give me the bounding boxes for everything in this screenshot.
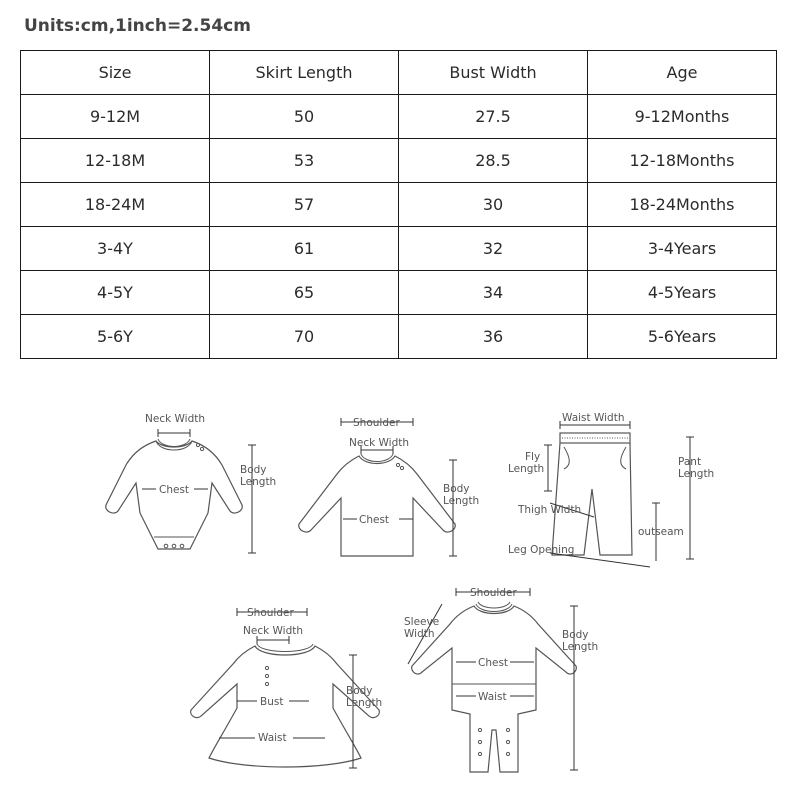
body-length-label-2: Length: [240, 476, 277, 488]
cell-bust-width: 30: [399, 183, 588, 227]
header-size: Size: [21, 51, 210, 95]
shoulder-label: Shoulder: [470, 587, 517, 599]
waist-label: Waist: [478, 691, 507, 703]
bust-label: Bust: [260, 696, 284, 708]
cell-size: 5-6Y: [21, 315, 210, 359]
header-skirt-length: Skirt Length: [210, 51, 399, 95]
cell-size: 3-4Y: [21, 227, 210, 271]
cell-skirt-length: 65: [210, 271, 399, 315]
cell-bust-width: 32: [399, 227, 588, 271]
cell-bust-width: 27.5: [399, 95, 588, 139]
header-age: Age: [588, 51, 777, 95]
cell-age: 12-18Months: [588, 139, 777, 183]
shoulder-label: Shoulder: [353, 417, 400, 429]
sleeve-width-label-2: Width: [404, 628, 435, 640]
neck-width-label: Neck Width: [145, 413, 206, 425]
bodysuit-icon: [100, 405, 290, 565]
cell-size: 12-18M: [21, 139, 210, 183]
chest-label: Chest: [159, 484, 190, 496]
cell-age: 4-5Years: [588, 271, 777, 315]
fly-length-label: Fly: [525, 451, 541, 463]
pant-length-label: Pant: [678, 456, 702, 468]
table-header-row: [21, 51, 777, 95]
size-chart-table: [20, 50, 777, 359]
units-note: Units:cm,1inch=2.54cm: [24, 16, 251, 36]
romper-icon: [400, 580, 610, 780]
table-row: [21, 227, 777, 271]
cell-skirt-length: 61: [210, 227, 399, 271]
cell-bust-width: 28.5: [399, 139, 588, 183]
cell-age: 9-12Months: [588, 95, 777, 139]
waist-width-label: Waist Width: [562, 412, 625, 424]
long-sleeve-top-icon: [295, 408, 485, 568]
body-length-label-2: Length: [443, 495, 480, 507]
cell-skirt-length: 70: [210, 315, 399, 359]
body-length-label-2: Length: [562, 641, 599, 653]
body-length-label: Body: [240, 464, 267, 476]
waist-label: Waist: [258, 732, 287, 744]
chest-label: Chest: [359, 514, 390, 526]
cell-bust-width: 36: [399, 315, 588, 359]
cell-age: 18-24Months: [588, 183, 777, 227]
cell-size: 4-5Y: [21, 271, 210, 315]
table-row: [21, 95, 777, 139]
shoulder-label: Shoulder: [247, 607, 294, 619]
cell-bust-width: 34: [399, 271, 588, 315]
pant-length-label-2: Length: [678, 468, 715, 480]
dress-icon: [185, 600, 385, 780]
table-row: [21, 183, 777, 227]
outseam-label: outseam: [638, 526, 684, 538]
neck-width-label: Neck Width: [349, 437, 410, 449]
cell-age: 5-6Years: [588, 315, 777, 359]
chest-label: Chest: [478, 657, 509, 669]
cell-size: 9-12M: [21, 95, 210, 139]
body-length-label-2: Length: [346, 697, 383, 709]
cell-skirt-length: 57: [210, 183, 399, 227]
fly-length-label-2: Length: [508, 463, 545, 475]
cell-size: 18-24M: [21, 183, 210, 227]
body-length-label: Body: [346, 685, 373, 697]
sleeve-width-label: Sleeve: [404, 616, 440, 628]
neck-width-label: Neck Width: [243, 625, 304, 637]
body-length-label: Body: [562, 629, 589, 641]
pants-icon: [500, 405, 715, 575]
table-row: [21, 139, 777, 183]
table-row: [21, 315, 777, 359]
cell-age: 3-4Years: [588, 227, 777, 271]
cell-skirt-length: 53: [210, 139, 399, 183]
body-length-label: Body: [443, 483, 470, 495]
thigh-width-label: Thigh Width: [518, 504, 582, 516]
header-bust-width: Bust Width: [399, 51, 588, 95]
cell-skirt-length: 50: [210, 95, 399, 139]
table-row: [21, 271, 777, 315]
leg-opening-label: Leg Opening: [508, 544, 575, 556]
